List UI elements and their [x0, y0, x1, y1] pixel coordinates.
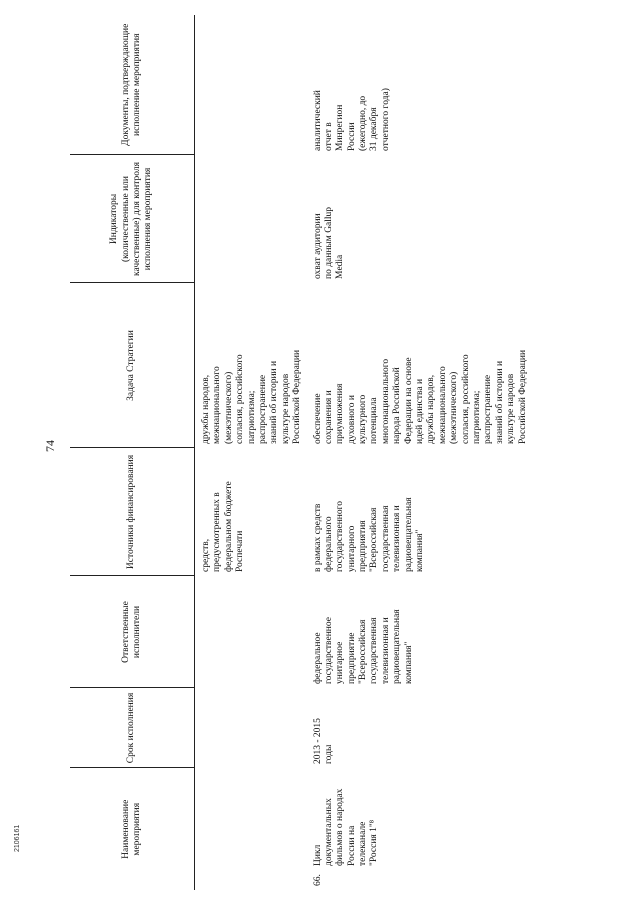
- header-task: Задача Стратегии: [70, 283, 195, 448]
- text-line: "Всероссийская: [358, 619, 369, 684]
- table-row-66: [307, 15, 532, 890]
- text-line: аналитический: [312, 90, 323, 151]
- text-line: документальных: [323, 798, 334, 866]
- table-row-continuation: [195, 15, 307, 890]
- events-table: [70, 15, 532, 890]
- text-line: федерального: [323, 516, 334, 572]
- text-line: телевизионная и: [380, 617, 391, 684]
- text-line: согласия, российского: [235, 354, 246, 444]
- text-line: дружбы народов,: [201, 374, 211, 444]
- text-line: Цикл: [312, 844, 323, 866]
- text-line: Российской Федерации: [517, 349, 528, 444]
- text-line: государственное: [323, 617, 334, 684]
- text-line: охват аудитории: [312, 213, 323, 279]
- text-line: 31 декабря: [369, 107, 380, 151]
- text-line: в рамках средств: [312, 503, 323, 572]
- cell-task-cont: [195, 283, 307, 448]
- text-line: радиовещательная: [403, 497, 414, 572]
- text-line: компания": [415, 529, 426, 572]
- cell-task: [307, 283, 532, 448]
- text-line: телеканале: [358, 821, 369, 866]
- table-header-row: [70, 15, 195, 890]
- text-line: народа Российской: [392, 367, 403, 444]
- text-line: приумножения: [335, 383, 346, 444]
- header-term: Срок исполнения: [70, 688, 195, 768]
- text-line: распространение: [483, 374, 494, 444]
- document-code: 2106161: [14, 824, 21, 852]
- text-line: распространение: [257, 374, 268, 444]
- text-line: потенциала: [369, 397, 380, 444]
- text-line: знаний об истории и: [269, 360, 280, 444]
- text-line: отчет в: [323, 122, 334, 151]
- text-line: предприятие: [346, 632, 357, 684]
- text-line: согласия, российского: [460, 354, 471, 444]
- text-line: 2013 - 2015: [312, 718, 323, 764]
- text-line: "Россия 1"⁸: [369, 819, 380, 866]
- event-name: [313, 772, 381, 866]
- cell-financing: [307, 448, 532, 576]
- text-line: годы: [323, 744, 334, 764]
- text-line: патриотизма;: [471, 390, 482, 444]
- text-line: федеральном бюджете: [223, 481, 234, 572]
- cell-term: [307, 688, 532, 768]
- text-line: федеральное: [312, 632, 323, 684]
- text-line: межнационального: [437, 366, 448, 444]
- text-line: (межэтнического): [223, 371, 234, 444]
- cell-name: [307, 768, 532, 890]
- page-number: 74: [43, 440, 57, 452]
- cell-documents: [307, 15, 532, 155]
- text-line: отчетного года): [380, 88, 391, 151]
- text-line: культурного: [358, 394, 369, 444]
- text-line: идей единства и: [415, 378, 426, 444]
- text-line: культуре народов: [280, 373, 291, 444]
- text-line: межнационального: [212, 366, 223, 444]
- text-line: Media: [335, 254, 346, 279]
- text-line: фильмов о народах: [335, 788, 346, 866]
- text-line: Российской Федерации: [292, 349, 303, 444]
- text-line: духовного и: [346, 395, 357, 444]
- text-line: предусмотренных в: [212, 492, 223, 572]
- header-financing: Источники финансирования: [70, 448, 195, 576]
- text-line: средств,: [201, 538, 211, 572]
- text-line: унитарное: [335, 641, 346, 684]
- cell-financing-cont: [195, 448, 307, 576]
- text-line: патриотизма;: [246, 390, 257, 444]
- text-line: "Всероссийская: [369, 507, 380, 572]
- header-name: Наименование мероприятия: [70, 768, 195, 890]
- text-line: России на: [346, 825, 357, 866]
- text-line: телевизионная и: [392, 505, 403, 572]
- text-line: Роспечати: [235, 530, 246, 572]
- rotated-table-frame: [70, 15, 528, 890]
- text-line: радиовещательная: [392, 609, 403, 684]
- text-line: государственная: [369, 617, 380, 684]
- cell-indicators: [307, 155, 532, 283]
- text-line: многонационального: [380, 358, 391, 444]
- text-line: Федерации на основе: [403, 357, 414, 444]
- text-line: по данным Gallup: [323, 206, 334, 279]
- text-line: компания": [403, 641, 414, 684]
- row-number: 66.: [312, 874, 323, 886]
- text-line: унитарного: [346, 525, 357, 572]
- header-indicators: Индикаторы (количественные или качественные) для контроля исполнения мероприятия: [70, 155, 195, 283]
- text-line: предприятия: [358, 520, 369, 572]
- text-line: сохранения и: [323, 390, 334, 444]
- text-line: государственного: [335, 500, 346, 572]
- text-line: Минрегион: [335, 104, 346, 151]
- header-executors: Ответственные исполнители: [70, 576, 195, 688]
- text-line: (ежегодно, до: [358, 95, 369, 151]
- text-line: дружбы народов,: [426, 374, 437, 444]
- text-line: (межэтнического): [449, 371, 460, 444]
- header-documents: Документы, подтверждающие исполнение мероприятия: [70, 15, 195, 155]
- text-line: обеспечение: [312, 393, 323, 444]
- cell-executors: [307, 576, 532, 688]
- text-line: знаний об истории и: [494, 360, 505, 444]
- text-line: культуре народов: [506, 373, 517, 444]
- text-line: России: [346, 122, 357, 151]
- text-line: государственная: [380, 505, 391, 572]
